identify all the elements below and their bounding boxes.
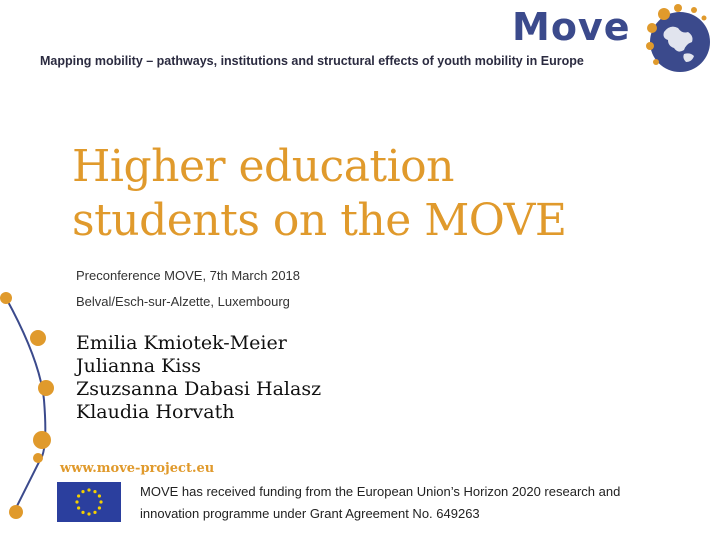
project-tagline: Mapping mobility – pathways, institutions and structural effects of youth mobility in Europe xyxy=(40,54,584,68)
title-line-1: Higher education xyxy=(72,141,455,192)
title-line-2: students on the MOVE xyxy=(72,194,567,246)
event-line: Preconference MOVE, 7th March 2018 xyxy=(76,268,301,283)
author-name: Emilia Kmiotek-Meier xyxy=(76,332,287,354)
funding-statement xyxy=(140,481,700,525)
authors-list xyxy=(76,332,321,424)
author-name: Julianna Kiss xyxy=(76,355,201,377)
move-logo-text: Move xyxy=(512,5,631,49)
globe-logo-icon xyxy=(638,2,716,80)
funding-line-2: innovation programme under Grant Agreement No. 649263 xyxy=(140,506,480,521)
author-name: Zsuzsanna Dabasi Halasz xyxy=(76,378,322,400)
eu-flag-icon xyxy=(57,482,121,522)
location-line: Belval/Esch-sur-Alzette, Luxembourg xyxy=(76,294,290,309)
slide-title xyxy=(72,140,567,247)
funding-line-1: MOVE has received funding from the European Union’s Horizon 2020 research and xyxy=(140,484,621,499)
author-name: Klaudia Horvath xyxy=(76,401,235,423)
website-link[interactable]: www.move-project.eu xyxy=(60,461,215,476)
